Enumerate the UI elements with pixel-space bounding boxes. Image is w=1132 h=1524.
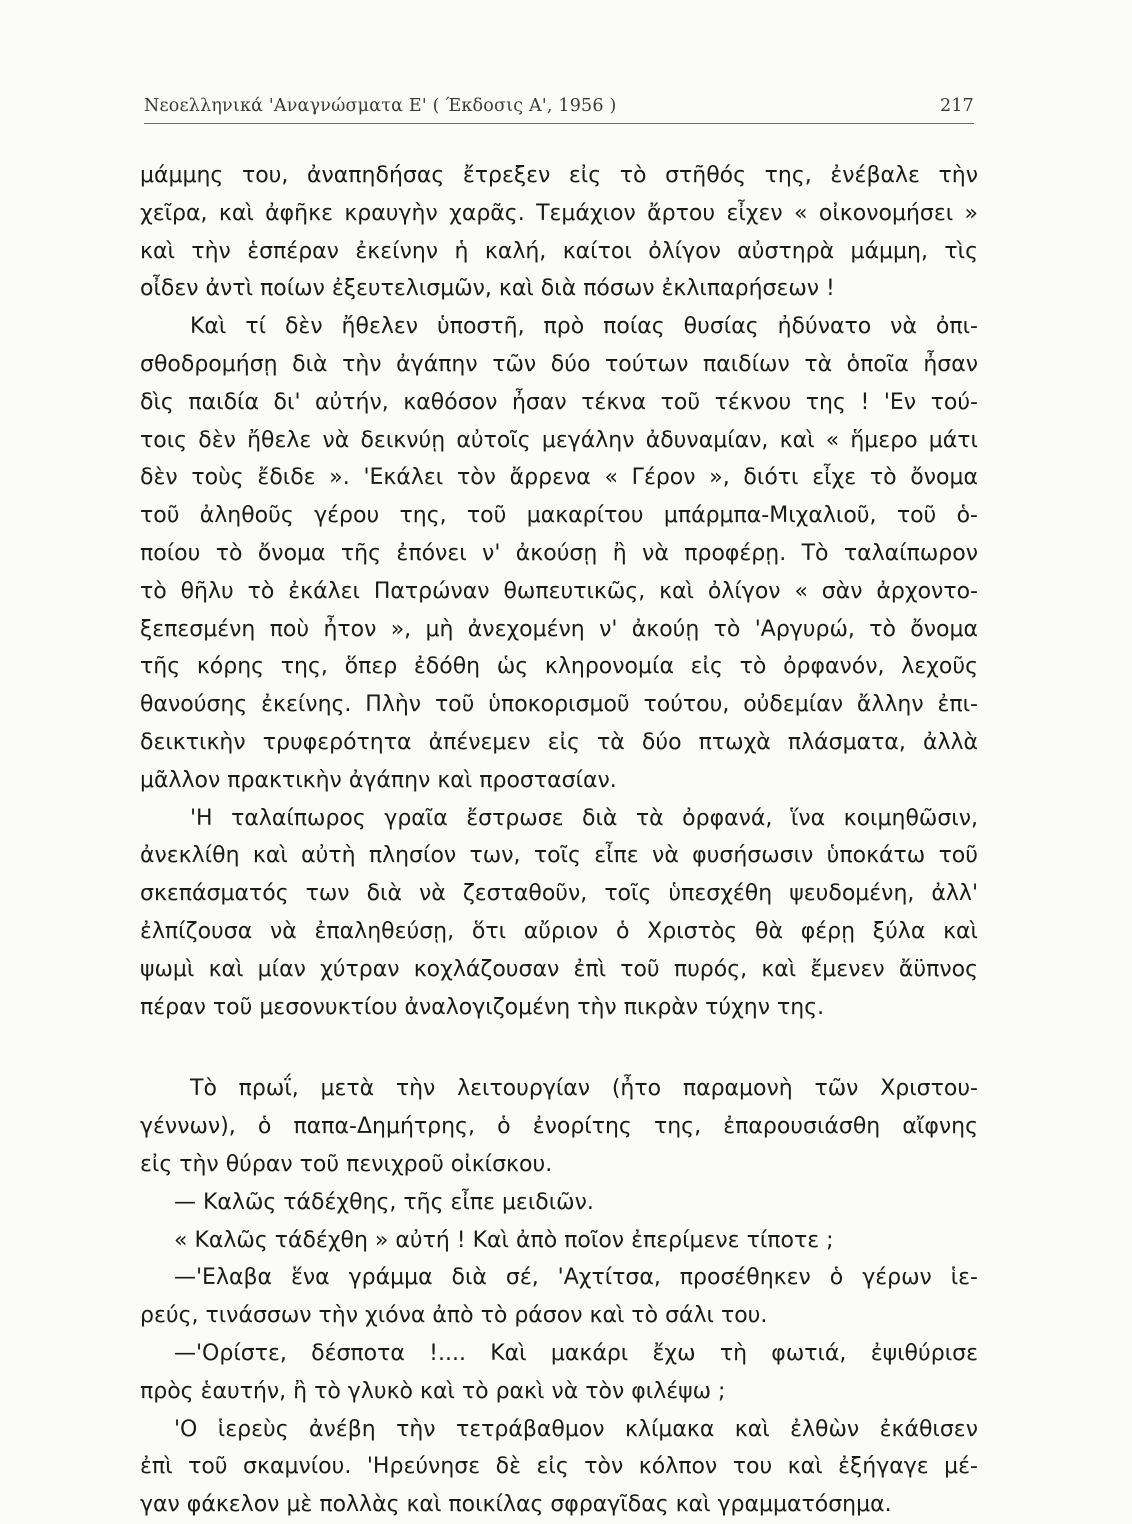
header-title: Νεοελληνικά 'Αναγνώσματα Ε' ( Έκδοσις Α', 1956 ) <box>144 96 617 116</box>
text-line: τῆς κόρης της, ὅπερ ἐδόθη ὡς κληρονομία εἰς τὸ ὀρφανόν, λεχοῦς <box>140 654 978 680</box>
text-line: —'Ελαβα ἕνα γράμμα διὰ σέ, 'Αχτίτσα, προσέθηκεν ὁ γέρων ἱε- <box>174 1265 978 1291</box>
paragraph <box>140 1411 978 1524</box>
text-line: ρεύς, τινάσσων τὴν χιόνα ἀπὸ τὸ ράσον καὶ τὸ σάλι του. <box>140 1303 768 1329</box>
text-line: καὶ τὴν ἑσπέραν ἐκείνην ἡ καλή, καίτοι ὀλίγον αὐστηρὰ μάμμη, τὶς <box>140 238 978 264</box>
text-line: τὸ θῆλυ τὸ ἐκάλει Πατρώναν θωπευτικῶς, καὶ ὀλίγον « σὰν ἀρχοντο- <box>140 578 978 604</box>
text-line: δεικτικὴν τρυφερότητα ἀπένεμεν εἰς τὰ δύο πτωχὰ πλάσματα, ἀλλὰ <box>140 729 978 755</box>
dialogue-line <box>140 1259 978 1335</box>
text-line: δὲν τοὺς ἔδιδε ». 'Εκάλει τὸν ἄρρενα « Γέρον », διότι εἶχε τὸ ὄνομα <box>140 465 978 491</box>
text-line: ξεπεσμένη ποὺ ἦτον », μὴ ἀνεχομένη ν' ἀκούῃ τὸ 'Αργυρώ, τὸ ὄνομα <box>140 616 978 642</box>
header-rule <box>144 123 974 124</box>
text-line: — Καλῶς τάδέχθης, τῆς εἶπε μειδιῶν. <box>174 1189 594 1215</box>
running-header <box>144 86 974 116</box>
text-line: θανούσης ἐκείνης. Πλὴν τοῦ ὑποκορισμοῦ τούτου, οὐδεμίαν ἄλλην ἐπι- <box>140 692 978 718</box>
text-line: « Καλῶς τάδέχθη » αὐτή ! Καὶ ἀπὸ ποῖον ἐπερίμενε τίποτε ; <box>174 1227 834 1253</box>
text-line: μᾶλλον πρακτικὴν ἀγάπην καὶ προστασίαν. <box>140 767 617 793</box>
page-number: 217 <box>939 96 974 116</box>
text-line: μάμμης του, ἀναπηδήσας ἔτρεξεν εἰς τὸ στῆθός της, ἐνέβαλε τὴν <box>140 163 978 188</box>
paragraph <box>140 800 978 1027</box>
section-gap <box>140 1026 978 1070</box>
text-line: δὶς παιδία δι' αὐτήν, καθόσον ἦσαν τέκνα τοῦ τέκνου της ! 'Εν τού- <box>140 389 978 415</box>
paragraph <box>140 1070 978 1183</box>
text-line: οἶδεν ἀντὶ ποίων ἐξευτελισμῶν, καὶ διὰ πόσων ἐκλιπαρήσεων ! <box>140 276 835 302</box>
dialogue-line <box>140 1222 978 1260</box>
text-line: γέννων), ὁ παπα-Δημήτρης, ὁ ἐνορίτης της, ἐπαρουσιάσθη αἴφνης <box>140 1114 978 1140</box>
text-line: ἀνεκλίθη καὶ αὐτὴ πλησίον των, τοῖς εἶπε νὰ φυσήσωσιν ὑποκάτω τοῦ <box>140 843 978 869</box>
text-line: γαν φάκελον μὲ πολλὰς καὶ ποικίλας σφραγῖδας καὶ γραμματόσημα. <box>140 1492 892 1518</box>
text-line: τοις δὲν ἤθελε νὰ δεικνύῃ αὐτοῖς μεγάλην ἀδυναμίαν, καὶ « ἥμερο μάτι <box>140 427 978 453</box>
body-text <box>140 157 978 1524</box>
text-line: ἐπὶ τοῦ σκαμνίου. 'Ηρεύνησε δὲ εἰς τὸν κόλπον του καὶ ἐξήγαγε μέ- <box>140 1454 978 1480</box>
dialogue-line <box>140 1335 978 1411</box>
text-line: Τὸ πρωΐ, μετὰ τὴν λειτουργίαν (ἦτο παραμονὴ τῶν Χριστου- <box>190 1076 978 1102</box>
text-line: ἐλπίζουσα νὰ ἐπαληθεύσῃ, ὅτι αὔριον ὁ Χριστὸς θὰ φέρῃ ξύλα καὶ <box>140 918 978 944</box>
text-line: ποίου τὸ ὄνομα τῆς ἐπόνει ν' ἀκούσῃ ἢ νὰ προφέρῃ. Τὸ ταλαίπωρον <box>140 540 978 566</box>
text-line: πέραν τοῦ μεσονυκτίου ἀναλογιζομένη τὴν πικρὰν τύχην της. <box>140 994 825 1020</box>
text-line: ψωμὶ καὶ μίαν χύτραν κοχλάζουσαν ἐπὶ τοῦ πυρός, καὶ ἔμενεν ἄϋπνος <box>140 956 978 982</box>
text-line: σκεπάσματός των διὰ νὰ ζεσταθοῦν, τοῖς ὑπεσχέθη ψευδομένη, ἀλλ' <box>140 881 978 907</box>
text-line: —'Ορίστε, δέσποτα !.... Καὶ μακάρι ἔχω τὴ φωτιά, ἐψιθύρισε <box>174 1340 978 1366</box>
text-line: 'Ο ἱερεὺς ἀνέβη τὴν τετράβαθμον κλίμακα καὶ ἐλθὼν ἐκάθισεν <box>174 1416 978 1442</box>
paragraph <box>140 157 978 308</box>
text-line: 'Η ταλαίπωρος γραῖα ἔστρωσε διὰ τὰ ὀρφανά, ἵνα κοιμηθῶσιν, <box>190 805 978 831</box>
text-line: εἰς τὴν θύραν τοῦ πενιχροῦ οἰκίσκου. <box>140 1151 553 1177</box>
text-line: Καὶ τί δὲν ἤθελεν ὑποστῆ, πρὸ ποίας θυσίας ἠδύνατο νὰ ὀπι- <box>190 314 978 340</box>
paragraph <box>140 308 978 799</box>
text-line: τοῦ ἀληθοῦς γέρου της, τοῦ μακαρίτου μπάρμπα-Μιχαλιοῦ, τοῦ ὁ- <box>140 503 978 529</box>
text-line: πρὸς ἑαυτήν, ἢ τὸ γλυκὸ καὶ τὸ ρακὶ νὰ τὸν φιλέψω ; <box>140 1378 726 1404</box>
text-line: χεῖρα, καὶ ἀφῆκε κραυγὴν χαρᾶς. Τεμάχιον ἄρτου εἶχεν « οἰκονομήσει » <box>140 200 978 226</box>
dialogue-line <box>140 1184 978 1222</box>
text-line: σθοδρομήσῃ διὰ τὴν ἀγάπην τῶν δύο τούτων παιδίων τὰ ὁποῖα ἦσαν <box>140 351 978 377</box>
